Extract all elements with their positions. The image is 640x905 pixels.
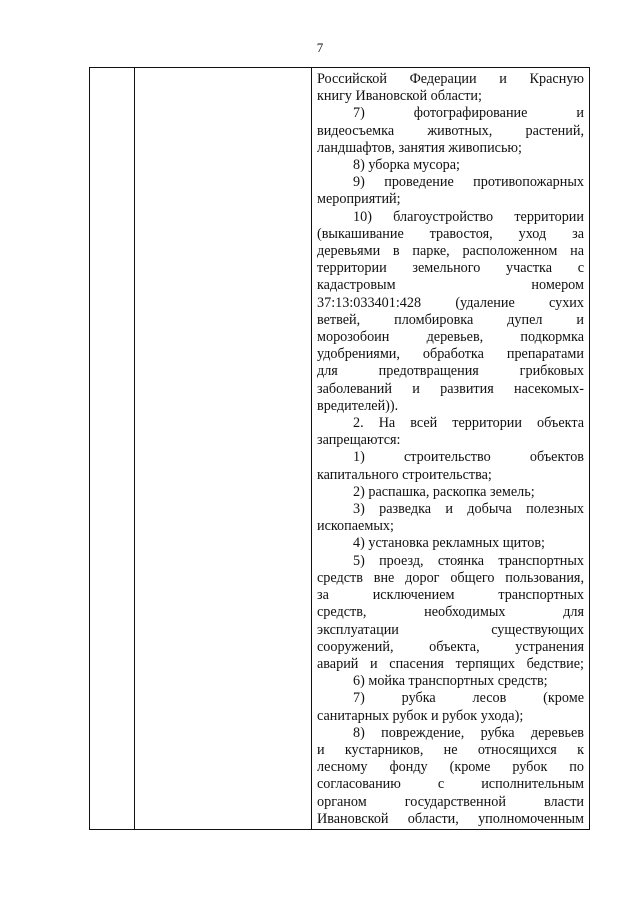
text-line: санитарных рубок и рубок ухода);	[317, 707, 524, 724]
text-line: ископаемых;	[317, 518, 394, 535]
text-line: 7) фотографирование и	[353, 105, 584, 122]
text-line: ландшафтов, занятия живописью;	[317, 139, 522, 156]
text-line: (выкашивание травостоя, уход за	[317, 225, 584, 242]
text-line: деревьями в парке, расположенном на	[317, 243, 584, 260]
text-line: 4) установка рекламных щитов;	[353, 535, 546, 552]
text-line: сооружений, объекта, устранения	[317, 638, 584, 655]
text-line: вредителей)).	[317, 397, 399, 414]
text-line: 2. На всей территории объекта	[353, 415, 584, 432]
text-line: за исключением транспортных	[317, 587, 584, 604]
table-cell-name	[135, 68, 312, 830]
text-line: 7) рубка лесов (кроме	[353, 690, 584, 707]
text-line: эксплуатации существующих	[317, 621, 584, 638]
text-line: ветвей, пломбировка дупел и	[317, 311, 584, 328]
text-line: капитального строительства;	[317, 466, 492, 483]
text-line: удобрениями, обработка препаратами	[317, 346, 584, 363]
regime-text-block	[317, 71, 584, 828]
table-cell-number	[90, 68, 135, 830]
text-line: 2) распашка, раскопка земель;	[353, 483, 535, 500]
text-line: согласованию с исполнительным	[317, 776, 584, 793]
text-line: средств, необходимых для	[317, 604, 584, 621]
text-line: средств вне дорог общего пользования,	[317, 569, 584, 586]
text-line: 10) благоустройство территории	[353, 208, 584, 225]
text-line: запрещаются:	[317, 432, 401, 449]
text-line: органом государственной власти	[317, 793, 584, 810]
text-line: и кустарников, не относящихся к	[317, 741, 584, 758]
text-line: книгу Ивановской области;	[317, 88, 482, 105]
table-row	[90, 68, 590, 830]
text-line: аварий и спасения терпящих бедствие;	[317, 655, 584, 672]
text-line: Российской Федерации и Красную	[317, 71, 584, 87]
text-line: мероприятий;	[317, 191, 401, 208]
text-line: заболеваний и развития насекомых-	[317, 380, 584, 397]
text-line: 6) мойка транспортных средств;	[353, 673, 548, 690]
text-line: 8) повреждение, рубка деревьев	[353, 724, 584, 741]
document-table	[89, 67, 590, 830]
text-line: 37:13:033401:428 (удаление сухих	[317, 294, 584, 311]
text-line: для предотвращения грибковых	[317, 363, 584, 380]
text-line: видеосъемка животных, растений,	[317, 122, 584, 139]
text-line: территории земельного участка с	[317, 260, 584, 277]
text-line: 9) проведение противопожарных	[353, 174, 584, 191]
text-line: кадастровым номером	[317, 277, 584, 294]
table-cell-regime-text	[312, 68, 590, 830]
page-number: 7	[316, 40, 324, 55]
text-line: 5) проезд, стоянка транспортных	[353, 552, 584, 569]
text-line: морозобоин деревьев, подкормка	[317, 329, 584, 346]
text-line: 3) разведка и добыча полезных	[353, 501, 584, 518]
text-line: лесному фонду (кроме рубок по	[317, 759, 584, 776]
text-line: Ивановской области, уполномоченным	[317, 810, 584, 827]
text-line: 8) уборка мусора;	[353, 157, 460, 174]
text-line: 1) строительство объектов	[353, 449, 584, 466]
